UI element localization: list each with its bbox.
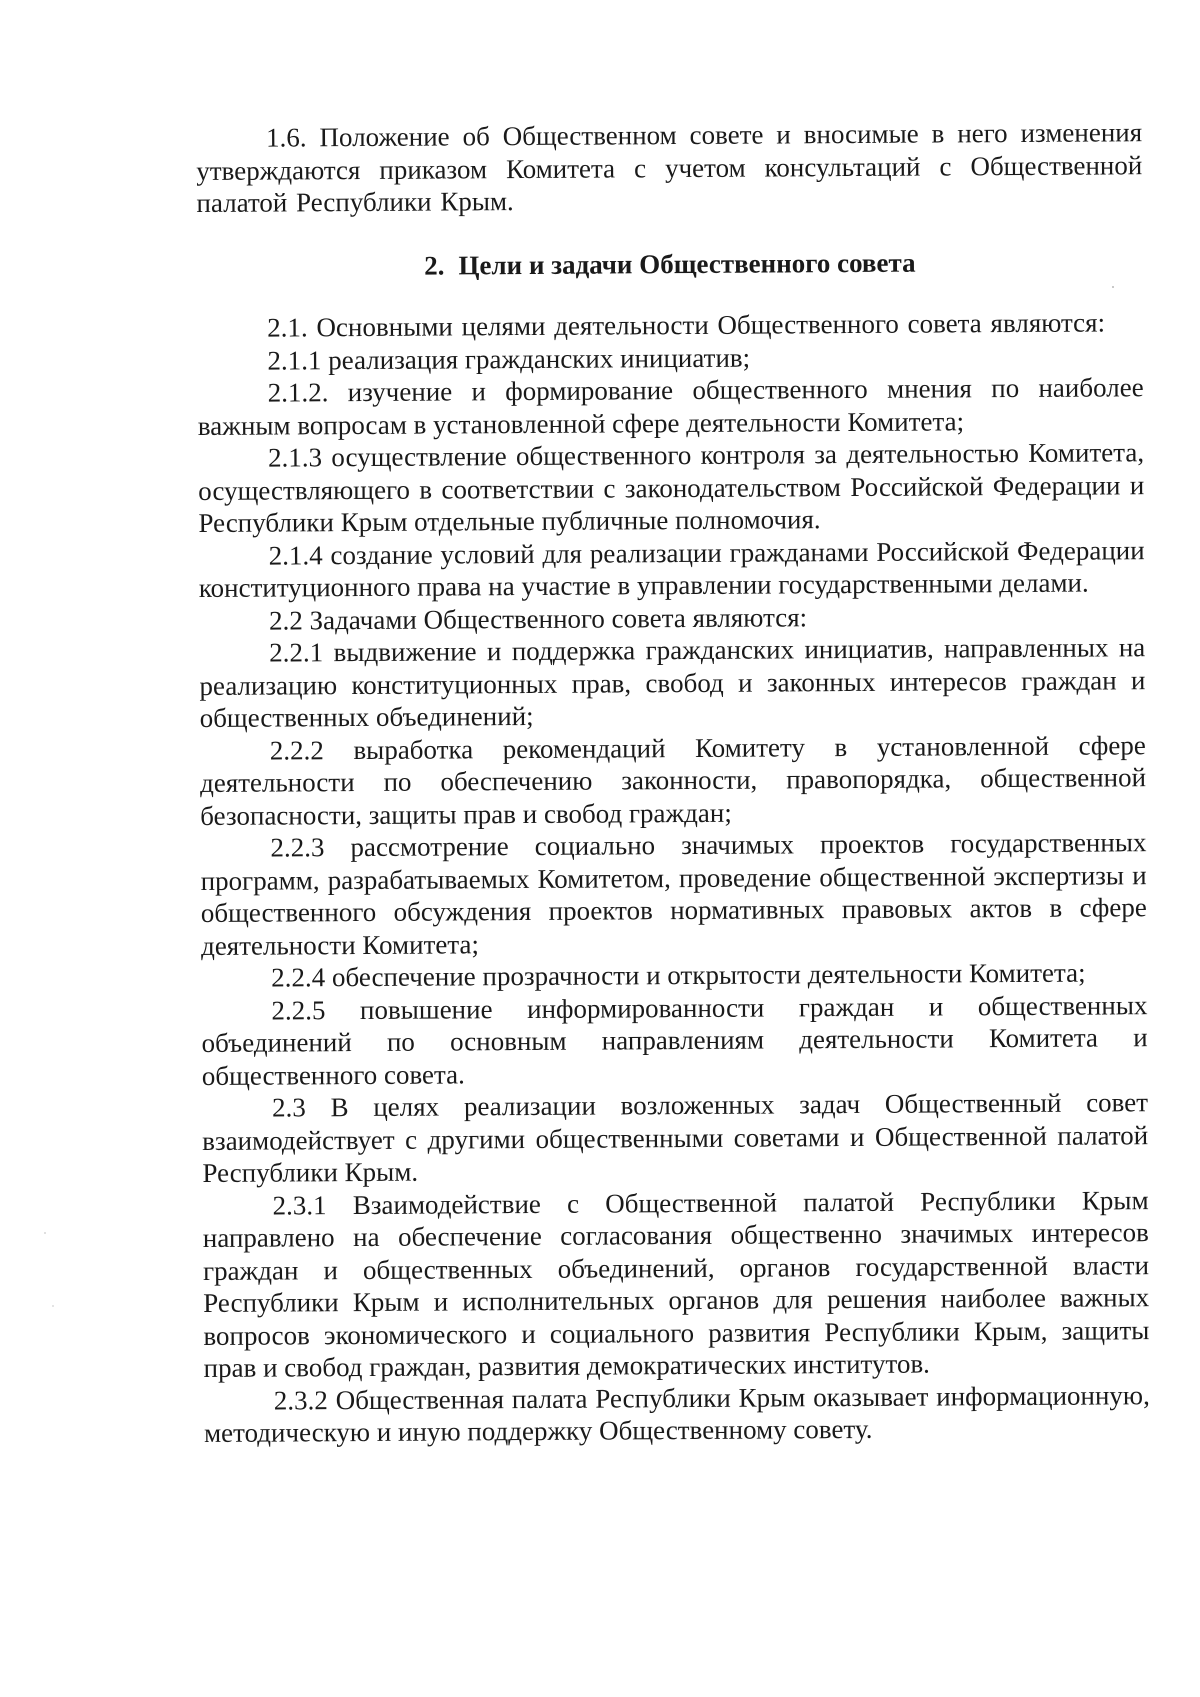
paragraph-2-1-3: 2.1.3 осуществление общественного контроля за деятельностью Комитета, осуществляющего в соответствии с законодательством Российской Федерации и Республики Крым отдельные публичные полномочия.	[198, 437, 1145, 538]
paragraph-1-6: 1.6. Положение об Общественном совете и вносимые в него изменения утверждаются приказом Комитета с учетом консультаций с Общественной палатой Республики Крым.	[196, 117, 1143, 218]
paragraph-2-1-4: 2.1.4 создание условий для реализации гражданами Российской Федерации конституционного права на участие в управлении государственными делами.	[198, 534, 1145, 603]
document-body	[196, 116, 1150, 1449]
paragraph-2-1: 2.1. Основными целями деятельности Общественного совета являются:	[267, 307, 1106, 343]
section-heading-number: 2.	[424, 249, 445, 281]
scan-speck	[44, 1232, 46, 1234]
section-heading-title: Цели и задачи Общественного совета	[458, 247, 916, 280]
section-heading	[197, 245, 1143, 283]
paragraph-2-1-1: 2.1.1 реализация гражданских инициатив;	[267, 342, 751, 376]
paragraph-2-1-2: 2.1.2. изучение и формирование общественного мнения по наиболее важным вопросам в установленной сфере деятельности Комитета;	[197, 372, 1144, 441]
paragraph-2-3-1: 2.3.1 Взаимодействие с Общественной палатой Республики Крым направлено на обеспечение согласования общественно значимых интересов граждан и общественных объединений, органов государственной власти Республики Крым и исполнительных органов для решения наиболее важных вопросов экономического и социального развития Республики Крым, защиты прав и свобод граждан, развития демократических институтов.	[202, 1184, 1150, 1383]
paragraph-2-2-5: 2.2.5 повышение информированности граждан и общественных объединений по основным направлениям деятельности Комитета и общественного совета.	[201, 989, 1148, 1091]
paragraph-2-3: 2.3 В целях реализации возложенных задач Общественный совет взаимодействует с другими общественными советами и Общественной палатой Республики Крым.	[202, 1087, 1149, 1188]
paragraph-2-2-4: 2.2.4 обеспечение прозрачности и открытости деятельности Комитета;	[271, 957, 1086, 993]
paragraph-2-2-2: 2.2.2 выработка рекомендаций Комитету в установленной сфере деятельности по обеспечению законности, правопорядка, общественной безопасности, защиты прав и свобод граждан;	[199, 729, 1147, 831]
scan-speck	[1112, 286, 1114, 288]
paragraph-2-3-2: 2.3.2 Общественная палата Республики Крым оказывает информационную, методическую и иную поддержку Общественному совету.	[203, 1379, 1150, 1448]
scan-speck	[52, 1305, 54, 1307]
paragraph-2-2: 2.2 Задачами Общественного совета являются:	[268, 601, 808, 636]
paragraph-2-2-3: 2.2.3 рассмотрение социально значимых проектов государственных программ, разрабатываемых Комитетом, проведение общественной экспертизы и общественного обсуждения проектов нормативных правовых актов в сфере деятельности Комитета;	[200, 827, 1147, 961]
paragraph-2-2-1: 2.2.1 выдвижение и поддержка гражданских инициатив, направленных на реализацию конституционных прав, свобод и законных интересов граждан и общественных объединений;	[199, 632, 1146, 733]
